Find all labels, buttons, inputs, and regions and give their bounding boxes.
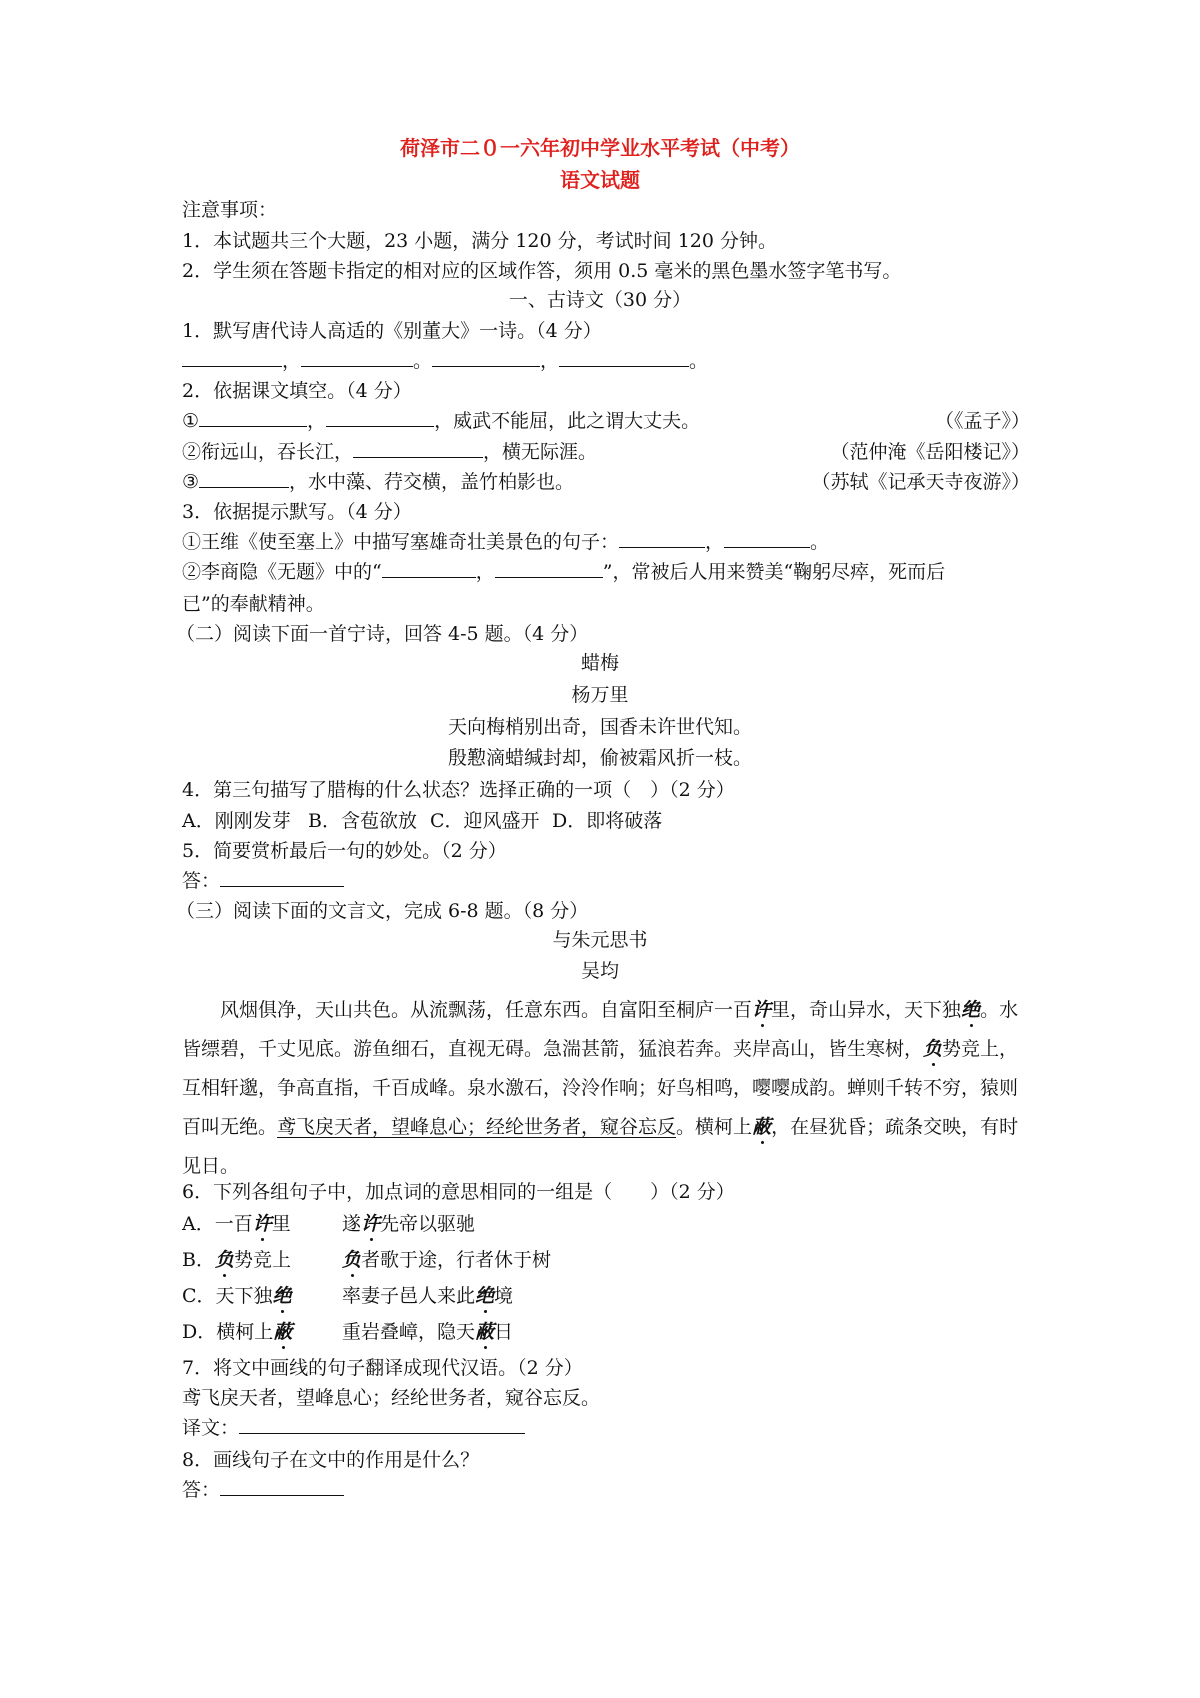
blank-line[interactable] [559,346,689,367]
option-text: 遂 [342,1213,362,1235]
circle-number: ① [182,410,200,432]
dotted-word: 蔽 [475,1321,495,1343]
dotted-word: 蔽 [752,1116,772,1138]
dotted-word: 绝 [475,1285,495,1307]
dotted-word: 负 [923,1038,943,1060]
option-label: A．一百 [182,1213,253,1235]
poem-intro: （二）阅读下面一首宁诗，回答 4-5 题。（4 分） [176,623,589,645]
option-text: 境 [494,1285,514,1307]
blank-line[interactable] [199,406,307,427]
poem-author: 杨万里 [571,684,629,706]
answer-label: 答： [182,1479,221,1501]
choice-row[interactable] [182,1208,1030,1240]
passage-text: 势竞上，互相轩邈，争高直指，千百成峰。泉水激石，泠泠作响；好鸟相鸣，嘤嘤成韵。蝉则千转不穷，猿则百叫无绝。 [182,1038,1019,1138]
question-8: 8．画线句子在文中的作用是什么？ [182,1449,480,1471]
fill-line-cont: 已”的奉献精神。 [182,593,325,615]
exam-subtitle: 语文试题 [560,168,640,192]
fill-text: ②衔远山，吞长江， [182,441,354,463]
blank-line[interactable] [432,346,540,367]
fill-line: ②李商隐《无题》中的“ ， ”，常被后人用来赞美“鞠躬尽瘁，死而后 [182,556,1030,588]
poem-line: 殷懃滴蜡缄封却，偷被霜风折一枝。 [447,747,752,769]
fill-text: ①王维《使至塞上》中描写塞雄奇壮美景色的句子： [182,531,620,553]
poem-title: 蜡梅 [580,652,619,674]
circle-number: ③ [182,471,200,493]
passage-text: 。水皆缥碧，千丈见底。游鱼细石，直视无碍。急湍甚箭，猛浪若奔。夹岸高山，皆生寒树， [182,999,1019,1060]
dotted-word: 绝 [272,1285,292,1307]
fill-text: ”，常被后人用来赞美“鞠躬尽瘁，死而后 [602,561,946,583]
blank-line[interactable] [239,1413,525,1434]
fill-line [182,436,1030,468]
prose-title: 与朱元思书 [552,929,648,951]
answer-line [182,865,1030,897]
notice-heading: 注意事项： [182,199,278,221]
exam-title: 荷泽市二０一六年初中学业水平考试（中考） [400,136,800,160]
blank-line[interactable] [382,557,476,578]
passage-text: 。横柯上 [676,1116,753,1138]
dotted-word: 蔽 [273,1321,293,1343]
option-label: C．天下独 [182,1285,273,1307]
translation-label: 译文： [182,1417,240,1439]
dotted-word: 许 [361,1213,381,1235]
blank-line[interactable] [353,437,483,458]
question-4: 4．第三句描写了腊梅的什么状态？选择正确的一项（ ）（2 分） [182,779,735,801]
blank-line[interactable] [199,467,289,488]
answer-line [182,1474,1030,1506]
question-1: 1．默写唐代诗人高适的《别董大》一诗。（4 分） [182,320,602,342]
dotted-word: 负 [342,1249,362,1271]
blank-line[interactable] [724,527,810,548]
fill-text: ，威武不能屈，此之谓大丈夫。 [434,410,701,432]
choice-option[interactable]: D．即将破落 [552,810,663,832]
fill-text: ，横无际涯。 [483,441,598,463]
dotted-word: 许 [252,1213,272,1235]
question-2: 2．依据课文填空。（4 分） [182,380,412,402]
source-citation: （范仲淹《岳阳楼记》） [830,441,1030,463]
blank-line[interactable] [220,1475,344,1496]
fill-line: ① ， ，威武不能屈，此之谓大丈夫。 （《孟子》） [182,405,1030,437]
fill-line: ①王维《使至塞上》中描写塞雄奇壮美景色的句子： ， 。 [182,526,1030,558]
source-citation: （《孟子》） [934,410,1030,432]
fill-text: ，水中藻、荇交横，盖竹柏影也。 [289,471,575,493]
choice-option[interactable]: C．迎风盛开 [430,810,540,832]
source-citation: （苏轼《记承天寺夜游》） [811,471,1030,493]
poem-line: 天向梅梢别出奇，国香未许世代知。 [447,716,752,738]
prose-author: 吴均 [580,960,619,982]
translate-sentence: 鸢飞戾天者，望峰息心；经纶世务者，窥谷忘反。 [182,1387,601,1409]
option-text: 先帝以驱驰 [380,1213,476,1235]
choice-option[interactable]: A．刚刚发芽 [182,810,291,832]
fill-line [182,466,1030,498]
blank-line[interactable] [182,346,282,367]
blank-line[interactable] [301,346,413,367]
question-7: 7．将文中画线的句子翻译成现代汉语。（2 分） [182,1357,583,1379]
underlined-sentence: 鸢飞戾天者，望峰息心；经纶世务者，窥谷忘反 [277,1116,677,1138]
option-text: 者歌于途，行者休于树 [361,1249,552,1271]
blank-line[interactable] [619,527,705,548]
answer-label: 答： [182,870,221,892]
choice-row[interactable] [182,1280,1030,1312]
choice-row [182,805,1030,837]
translation-line [182,1412,1030,1444]
section-heading: 一、古诗文（30 分） [508,289,692,311]
fill-text: ②李商隐《无题》中的“ [182,561,382,583]
option-label: D．横柯上 [182,1321,274,1343]
choice-row[interactable] [182,1316,1030,1348]
passage-text: 风烟俱净，天山共色。从流飘荡，任意东西。自富阳至桐庐一百 [220,999,753,1021]
option-text: 重岩叠嶂，隐天 [342,1321,476,1343]
passage-text: ，在昼犹昏；疏条交映，有时见日。 [182,1116,1019,1177]
question-6: 6．下列各组句子中，加点词的意思相同的一组是（ ）（2 分） [182,1181,735,1203]
dotted-word: 绝 [961,999,981,1021]
option-text: 势竞上 [233,1249,291,1271]
question-5: 5．简要赏析最后一句的妙处。（2 分） [182,840,507,862]
question-3: 3．依据提示默写。（4 分） [182,501,412,523]
notice-item: 1．本试题共三个大题，23 小题，满分 120 分，考试时间 120 分钟。 [182,230,777,252]
dotted-word: 负 [214,1249,234,1271]
option-text: 日 [494,1321,514,1343]
answer-blanks: ， 。 ， 。 [182,345,1030,377]
dotted-word: 许 [752,999,772,1021]
passage-text: 里，奇山异水，天下独 [771,999,962,1021]
choice-row[interactable] [182,1244,1030,1276]
option-text: 率妻子邑人来此 [342,1285,476,1307]
prose-passage [182,991,1030,1186]
blank-line[interactable] [220,866,344,887]
option-text: 里 [271,1213,291,1235]
choice-option[interactable]: B．含苞欲放 [308,810,417,832]
notice-item: 2．学生须在答题卡指定的相对应的区域作答，须用 0.5 毫米的黑色墨水签字笔书写。 [182,260,902,282]
blank-line[interactable] [495,557,603,578]
prose-intro: （三）阅读下面的文言文，完成 6-8 题。（8 分） [176,900,589,922]
option-label: B． [182,1249,215,1271]
blank-line[interactable] [326,406,434,427]
